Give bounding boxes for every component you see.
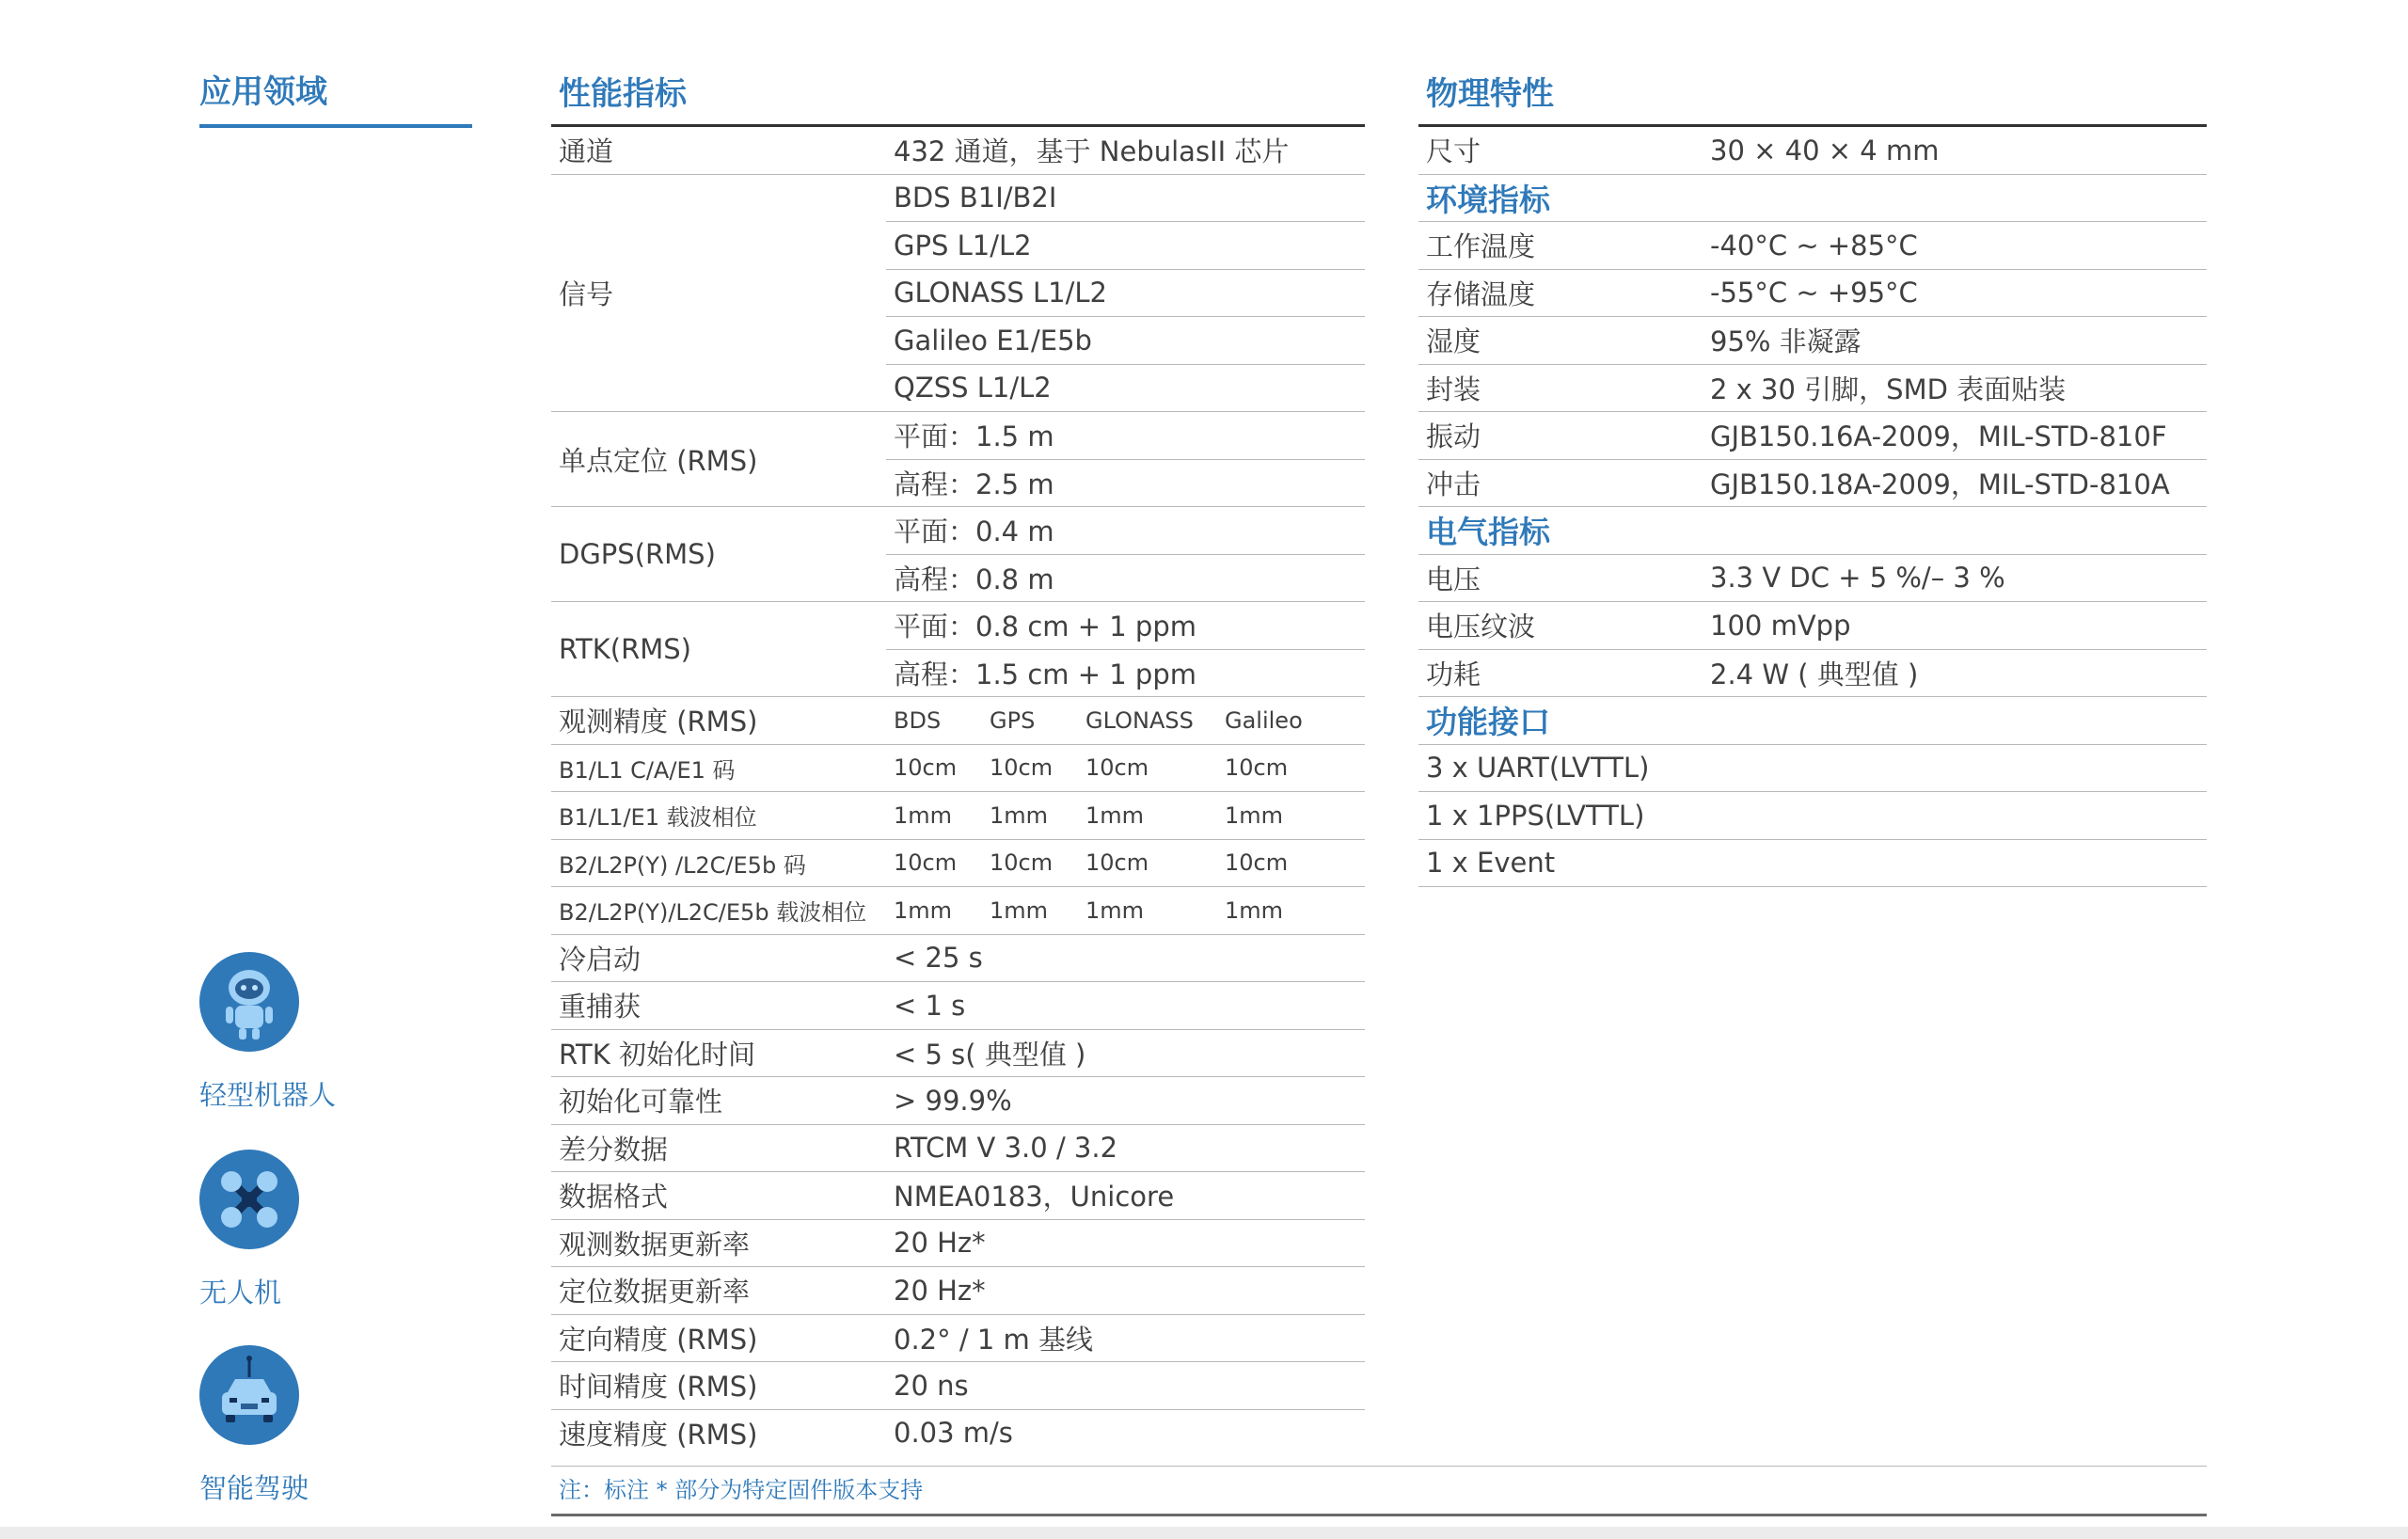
table-row xyxy=(551,1409,1365,1456)
row-value: 2.4 W ( 典型值 ) xyxy=(1703,649,2207,697)
obs-cell: 10cm xyxy=(982,744,1078,792)
table-row xyxy=(551,1314,1365,1362)
row-label: 数据格式 xyxy=(551,1172,886,1220)
row-value: GJB150.16A-2009，MIL-STD-810F xyxy=(1703,412,2207,460)
row-value: QZSS L1/L2 xyxy=(886,364,1365,412)
obs-cell: 10cm xyxy=(982,839,1078,887)
row-value: RTCM V 3.0 / 3.2 xyxy=(886,1124,1365,1172)
row-value: -55°C ~ +95°C xyxy=(1703,269,2207,317)
table-row xyxy=(551,127,1365,174)
table-row xyxy=(551,1077,1365,1125)
row-value: BDS B1I/B2I xyxy=(886,174,1365,222)
table-row xyxy=(551,174,1365,222)
obs-cell: 10cm xyxy=(1078,839,1217,887)
obs-row-label: B1/L1 C/A/E1 码 xyxy=(551,744,886,792)
obs-row-label: B2/L2P(Y)/L2C/E5b 载波相位 xyxy=(551,887,886,935)
row-value: 20 Hz* xyxy=(886,1219,1365,1267)
obs-cell: 1mm xyxy=(982,887,1078,935)
obs-header: GPS xyxy=(982,697,1078,745)
row-label: 重捕获 xyxy=(551,982,886,1030)
row-label: 定位数据更新率 xyxy=(551,1267,886,1315)
table-row xyxy=(551,602,1365,650)
performance-section xyxy=(551,66,1365,1456)
row-label: DGPS(RMS) xyxy=(551,507,886,602)
row-label: 电压 xyxy=(1418,554,1703,602)
bottom-band xyxy=(0,1527,2408,1539)
row-label: 定向精度 (RMS) xyxy=(551,1314,886,1362)
obs-header: Galileo xyxy=(1217,697,1365,745)
row-value: 平面：0.4 m xyxy=(886,507,1365,555)
table-row xyxy=(1418,412,2207,460)
row-label: 时间精度 (RMS) xyxy=(551,1362,886,1410)
obs-cell: 1mm xyxy=(1217,792,1365,840)
car-icon xyxy=(199,1345,299,1445)
table-row xyxy=(551,412,1365,460)
obs-cell: 1mm xyxy=(886,887,982,935)
table-row xyxy=(551,934,1365,982)
table-row xyxy=(1418,174,2207,222)
interface-item: 1 x 1PPS(LVTTL) xyxy=(1418,792,2207,840)
table-row xyxy=(551,982,1365,1030)
row-value: Galileo E1/E5b xyxy=(886,317,1365,365)
row-value: GLONASS L1/L2 xyxy=(886,269,1365,317)
obs-cell: 10cm xyxy=(886,744,982,792)
row-label: 功耗 xyxy=(1418,649,1703,697)
physical-title: 物理特性 xyxy=(1418,66,2207,127)
row-value: GJB150.18A-2009，MIL-STD-810A xyxy=(1703,459,2207,507)
row-label: 封装 xyxy=(1418,364,1703,412)
app-label-robot: 轻型机器人 xyxy=(199,1079,337,1111)
row-value: 2 x 30 引脚，SMD 表面贴装 xyxy=(1703,364,2207,412)
row-label: 差分数据 xyxy=(551,1124,886,1172)
table-row xyxy=(1418,554,2207,602)
robot-icon xyxy=(199,952,299,1052)
table-row xyxy=(1418,364,2207,412)
row-label: 尺寸 xyxy=(1418,127,1703,174)
obs-cell: 10cm xyxy=(1217,839,1365,887)
row-label: 信号 xyxy=(551,174,886,412)
table-row xyxy=(1418,792,2207,840)
row-label: 电压纹波 xyxy=(1418,602,1703,650)
row-label: 观测数据更新率 xyxy=(551,1219,886,1267)
table-row xyxy=(1418,602,2207,650)
interface-item: 3 x UART(LVTTL) xyxy=(1418,744,2207,792)
physical-section xyxy=(1418,66,2207,887)
row-label: 冷启动 xyxy=(551,934,886,982)
row-value: 平面：0.8 cm + 1 ppm xyxy=(886,602,1365,650)
row-label: 冲击 xyxy=(1418,459,1703,507)
drone-icon xyxy=(199,1150,299,1249)
app-drone xyxy=(199,1150,444,1310)
interface-subtitle: 功能接口 xyxy=(1418,697,2207,745)
obs-cell: 10cm xyxy=(886,839,982,887)
app-car xyxy=(199,1345,444,1506)
obs-cell: 1mm xyxy=(1078,792,1217,840)
row-label: 初始化可靠性 xyxy=(551,1077,886,1125)
row-value: < 5 s( 典型值 ) xyxy=(886,1029,1365,1077)
table-row xyxy=(1418,744,2207,792)
environment-subtitle: 环境指标 xyxy=(1418,174,2207,222)
row-label: 工作温度 xyxy=(1418,222,1703,270)
table-row xyxy=(551,744,1365,792)
applications-header xyxy=(199,66,472,128)
app-label-drone: 无人机 xyxy=(199,1277,282,1309)
row-value: -40°C ~ +85°C xyxy=(1703,222,2207,270)
row-value: NMEA0183，Unicore xyxy=(886,1172,1365,1220)
table-row xyxy=(1418,222,2207,270)
table-row xyxy=(1418,127,2207,174)
row-value: 95% 非凝露 xyxy=(1703,317,2207,365)
row-label: 湿度 xyxy=(1418,317,1703,365)
obs-header: GLONASS xyxy=(1078,697,1217,745)
interface-item: 1 x Event xyxy=(1418,839,2207,887)
obs-cell: 1mm xyxy=(1078,887,1217,935)
table-row xyxy=(1418,269,2207,317)
performance-table xyxy=(551,127,1365,1456)
row-value: 20 Hz* xyxy=(886,1267,1365,1315)
obs-cell: 10cm xyxy=(1078,744,1217,792)
table-row xyxy=(1418,507,2207,555)
obs-header: BDS xyxy=(886,697,982,745)
table-row xyxy=(551,1124,1365,1172)
row-label: 观测精度 (RMS) xyxy=(551,697,886,745)
footnote-text: 注：标注 * 部分为特定固件版本支持 xyxy=(559,1477,924,1503)
row-value: > 99.9% xyxy=(886,1077,1365,1125)
performance-title: 性能指标 xyxy=(551,66,1365,127)
physical-table xyxy=(1418,127,2207,887)
row-value: 高程：1.5 cm + 1 ppm xyxy=(886,649,1365,697)
row-value: 高程：2.5 m xyxy=(886,459,1365,507)
app-label-car: 智能驾驶 xyxy=(199,1472,309,1504)
obs-cell: 10cm xyxy=(1217,744,1365,792)
row-label: RTK 初始化时间 xyxy=(551,1029,886,1077)
row-label: RTK(RMS) xyxy=(551,602,886,697)
row-label: 振动 xyxy=(1418,412,1703,460)
obs-cell: 1mm xyxy=(982,792,1078,840)
obs-row-label: B2/L2P(Y) /L2C/E5b 码 xyxy=(551,839,886,887)
footnote xyxy=(551,1466,2207,1516)
table-row xyxy=(551,1172,1365,1220)
table-row xyxy=(551,1362,1365,1410)
table-row xyxy=(551,1219,1365,1267)
table-row xyxy=(551,507,1365,555)
row-value: 432 通道，基于 NebulasII 芯片 xyxy=(886,127,1365,174)
row-value: < 1 s xyxy=(886,982,1365,1030)
row-value: GPS L1/L2 xyxy=(886,222,1365,270)
row-value: < 25 s xyxy=(886,934,1365,982)
row-label: 速度精度 (RMS) xyxy=(559,1418,758,1451)
applications-title: 应用领域 xyxy=(199,66,472,128)
row-value: 3.3 V DC + 5 %/– 3 % xyxy=(1703,554,2207,602)
row-value: 20 ns xyxy=(886,1362,1365,1410)
row-label: 存储温度 xyxy=(1418,269,1703,317)
table-row xyxy=(551,1267,1365,1315)
obs-cell: 1mm xyxy=(886,792,982,840)
row-label: 通道 xyxy=(551,127,886,174)
row-label: 单点定位 (RMS) xyxy=(551,412,886,507)
table-row xyxy=(551,1029,1365,1077)
table-row xyxy=(551,697,1365,745)
table-row xyxy=(551,839,1365,887)
row-value: 0.2° / 1 m 基线 xyxy=(886,1314,1365,1362)
table-row xyxy=(1418,839,2207,887)
obs-cell: 1mm xyxy=(1217,887,1365,935)
row-value: 0.03 m/s xyxy=(894,1417,1013,1450)
electrical-subtitle: 电气指标 xyxy=(1418,507,2207,555)
table-row xyxy=(1418,459,2207,507)
table-row xyxy=(551,792,1365,840)
table-row xyxy=(1418,649,2207,697)
table-row xyxy=(551,887,1365,935)
row-value: 30 × 40 × 4 mm xyxy=(1703,127,2207,174)
row-value: 100 mVpp xyxy=(1703,602,2207,650)
row-value: 高程：0.8 m xyxy=(886,554,1365,602)
row-value: 平面：1.5 m xyxy=(886,412,1365,460)
app-robot xyxy=(199,952,444,1113)
obs-row-label: B1/L1/E1 载波相位 xyxy=(551,792,886,840)
table-row xyxy=(1418,317,2207,365)
table-row xyxy=(1418,697,2207,745)
